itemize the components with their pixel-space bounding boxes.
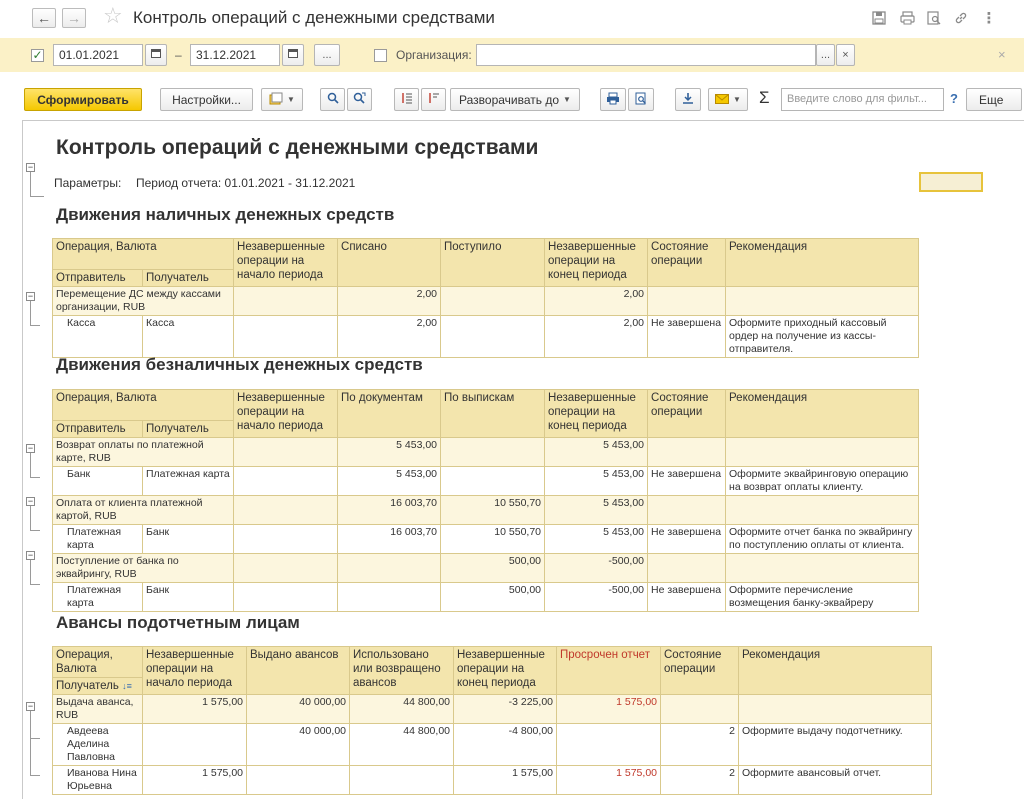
tree-line [30, 453, 31, 477]
cell-used: 44 800,00 [350, 724, 454, 766]
collapse-toggle-icon[interactable]: − [27, 291, 34, 301]
col-header-receiver: Получатель [143, 270, 234, 287]
cell-sender: Платежная карта [53, 525, 143, 554]
calendar-icon [288, 49, 298, 61]
preview-icon [635, 92, 647, 108]
cell-receiver: Платежная карта [143, 467, 234, 496]
cell-state: Не завершена [648, 583, 726, 612]
report-params-value: Период отчета: 01.01.2021 - 31.12.2021 [136, 176, 356, 190]
settings-button[interactable]: Настройки... [160, 88, 253, 111]
tree-line [30, 301, 31, 325]
expand-rows-icon [401, 92, 413, 107]
cell-end: -500,00 [545, 583, 648, 612]
cell-by-documents: 5 453,00 [338, 438, 441, 467]
cell-start: 1 575,00 [143, 766, 247, 795]
sum-icon[interactable]: Σ [759, 88, 770, 107]
tree-line [30, 560, 31, 584]
col-header-overdue: Просрочен отчет [557, 647, 661, 695]
col-header-unfinished-end: Незавершенные операции на конец периода [454, 647, 557, 695]
arrow-right-icon: → [67, 10, 81, 26]
variant-menu-button[interactable] [261, 88, 303, 111]
cell-start [143, 724, 247, 766]
cell-recommendation [726, 287, 919, 316]
table-row[interactable] [53, 438, 919, 467]
cell-receiver: Банк [143, 583, 234, 612]
cell-overdue [557, 724, 661, 766]
cell-recommendation: Оформите перечисление возмещения банку-эквайреру [726, 583, 919, 612]
cell-recommendation: Оформите приходный кассовый ордер на получение из кассы-отправителя. [726, 316, 919, 358]
cell-by-documents: 5 453,00 [338, 467, 441, 496]
period-select-button[interactable]: ... [314, 44, 340, 66]
cell-sender: Банк [53, 467, 143, 496]
cell-end: 2,00 [545, 316, 648, 358]
search-input[interactable]: Введите слово для фильт... [781, 88, 944, 111]
preview-icon[interactable] [925, 9, 943, 27]
cell-used: 44 800,00 [350, 695, 454, 724]
back-button[interactable] [32, 8, 56, 28]
cell-end: -500,00 [545, 554, 648, 583]
col-header-unfinished-end: Незавершенные операции на конец периода [545, 390, 648, 438]
chevron-down-icon: ▼ [287, 95, 295, 104]
cell-issued: 40 000,00 [247, 695, 350, 724]
more-button[interactable]: Еще [966, 88, 1022, 111]
organization-clear-button[interactable]: × [836, 44, 855, 66]
cell-start [234, 316, 338, 358]
date-to-field[interactable]: 31.12.2021 [190, 44, 280, 66]
organization-field[interactable] [476, 44, 816, 66]
cell-state: Не завершена [648, 525, 726, 554]
table-row[interactable] [53, 583, 919, 612]
report-frame-top [22, 120, 1024, 121]
col-header-by-documents: По документам [338, 390, 441, 438]
col-header-recommendation: Рекомендация [726, 239, 919, 287]
calendar-icon [151, 49, 161, 61]
cell-state: 2 [661, 766, 739, 795]
cell-debit: 2,00 [338, 287, 441, 316]
group-expand-button[interactable] [394, 88, 419, 111]
col-header-by-statements: По выпискам [441, 390, 545, 438]
col-header-unfinished-end: Незавершенные операции на конец периода [545, 239, 648, 287]
group-collapse-button[interactable] [421, 88, 446, 111]
table-row[interactable] [53, 724, 932, 766]
find-button[interactable] [320, 88, 345, 111]
more-vertical-icon[interactable]: ⋮ [981, 10, 997, 27]
envelope-icon [715, 93, 729, 107]
noncash-table [52, 389, 919, 612]
tree-line [30, 325, 40, 326]
col-header-issued: Выдано авансов [247, 647, 350, 695]
tree-line [30, 711, 31, 775]
cell-credit [441, 287, 545, 316]
cell-start: 1 575,00 [143, 695, 247, 724]
close-icon[interactable]: × [998, 47, 1006, 62]
cell-state [648, 554, 726, 583]
cell-state [661, 695, 739, 724]
col-header-sender: Отправитель [53, 270, 143, 287]
tree-line [30, 584, 40, 585]
col-header-unfinished-start: Незавершенные операции на начало периода [143, 647, 247, 695]
cell-state [648, 287, 726, 316]
advances-table [52, 646, 932, 795]
period-checkbox[interactable]: ✓ [32, 48, 43, 62]
generate-button[interactable]: Сформировать [24, 88, 142, 111]
download-icon [682, 92, 694, 107]
col-header-state: Состояние операции [661, 647, 739, 695]
cell-operation: Перемещение ДС между кассами организации, RUB [53, 287, 234, 316]
sort-icon[interactable]: ↓≡ [122, 681, 132, 691]
cell-state: 2 [661, 724, 739, 766]
cell-receiver: Иванова Нина Юрьевна [53, 766, 143, 795]
cell-start [234, 554, 338, 583]
cell-sender: Платежная карта [53, 583, 143, 612]
cell-start [234, 583, 338, 612]
cell-end: 2,00 [545, 287, 648, 316]
cell-start [234, 287, 338, 316]
cash-section-title: Движения наличных денежных средств [56, 205, 395, 224]
col-header-sender: Отправитель [53, 421, 143, 438]
chevron-down-icon: ▼ [563, 95, 571, 104]
date-dash: – [175, 48, 182, 62]
organization-checkbox[interactable] [374, 49, 387, 62]
date-from-field[interactable]: 01.01.2021 [53, 44, 143, 66]
organization-label: Организация: [396, 48, 472, 62]
cell-operation: Поступление от банка по эквайрингу, RUB [53, 554, 234, 583]
cell-end: 5 453,00 [545, 525, 648, 554]
cell-by-statements [441, 438, 545, 467]
tree-line [30, 530, 40, 531]
cell-by-statements: 500,00 [441, 554, 545, 583]
report-frame-left [22, 120, 23, 799]
favorite-star-icon[interactable]: ☆ [103, 3, 123, 28]
send-email-button[interactable] [708, 88, 748, 111]
cell-recommendation [726, 554, 919, 583]
cell-start [234, 438, 338, 467]
cell-by-statements: 10 550,70 [441, 496, 545, 525]
print-icon [606, 92, 620, 108]
tree-line [30, 738, 40, 739]
cell-used [350, 766, 454, 795]
date-from-calendar-button[interactable] [145, 44, 167, 66]
cell-debit: 2,00 [338, 316, 441, 358]
cash-table [52, 238, 919, 358]
col-header-receiver[interactable] [53, 678, 143, 695]
cell-end: 5 453,00 [545, 438, 648, 467]
cell-by-statements: 10 550,70 [441, 525, 545, 554]
cell-receiver: Авдеева Аделина Павловна [53, 724, 143, 766]
cell-state [648, 496, 726, 525]
collapse-toggle-icon[interactable]: − [27, 496, 34, 506]
receiver-label: Получатель [56, 680, 119, 692]
col-header-recommendation: Рекомендация [739, 647, 932, 695]
save-icon[interactable] [870, 9, 888, 27]
cell-operation: Возврат оплаты по платежной карте, RUB [53, 438, 234, 467]
collapse-toggle-icon[interactable]: − [27, 443, 34, 453]
cell-issued [247, 766, 350, 795]
cell-recommendation [726, 438, 919, 467]
cell-end: 5 453,00 [545, 467, 648, 496]
cell-recommendation [739, 695, 932, 724]
cell-start [234, 525, 338, 554]
cell-sender: Касса [53, 316, 143, 358]
table-row[interactable] [53, 554, 919, 583]
link-icon[interactable] [952, 9, 970, 27]
report-variant-icon [269, 92, 283, 108]
search-next-icon [353, 92, 366, 107]
window-title: Контроль операций с денежными средствами [133, 8, 495, 27]
chevron-down-icon: ▼ [733, 95, 741, 104]
col-header-operation: Операция, Валюта [53, 647, 143, 678]
expand-to-label: Разворачивать до [459, 92, 560, 107]
organization-select-button[interactable]: ... [816, 44, 835, 66]
collapse-rows-icon [428, 92, 440, 107]
cell-by-documents [338, 554, 441, 583]
collapse-toggle-icon[interactable]: − [27, 550, 34, 560]
cell-recommendation: Оформите отчет банка по эквайрингу по поступлению оплаты от клиента. [726, 525, 919, 554]
col-header-unfinished-start: Незавершенные операции на начало периода [234, 390, 338, 438]
cell-end: -3 225,00 [454, 695, 557, 724]
save-file-button[interactable] [675, 88, 701, 111]
col-header-operation: Операция, Валюта [53, 390, 234, 421]
collapse-toggle-icon[interactable]: − [27, 162, 34, 172]
table-row[interactable] [53, 525, 919, 554]
cell-by-statements: 500,00 [441, 583, 545, 612]
tree-line [30, 196, 44, 197]
cell-recommendation [726, 496, 919, 525]
col-header-state: Состояние операции [648, 390, 726, 438]
forward-button[interactable] [62, 8, 86, 28]
col-header-unfinished-start: Незавершенные операции на начало периода [234, 239, 338, 287]
col-header-receiver: Получатель [143, 421, 234, 438]
tree-line [30, 172, 31, 196]
cell-overdue: 1 575,00 [557, 766, 661, 795]
cell-state: Не завершена [648, 316, 726, 358]
table-row[interactable] [53, 316, 919, 358]
report-params-label: Параметры: [54, 176, 122, 190]
table-row[interactable] [53, 695, 932, 724]
help-icon[interactable]: ? [950, 91, 958, 106]
print-preview-button[interactable] [628, 88, 654, 111]
cell-recommendation: Оформите эквайринговую операцию на возврат оплаты клиенту. [726, 467, 919, 496]
cell-by-documents [338, 583, 441, 612]
table-row[interactable] [53, 496, 919, 525]
col-header-state: Состояние операции [648, 239, 726, 287]
collapse-toggle-icon[interactable]: − [27, 701, 34, 711]
col-header-recommendation: Рекомендация [726, 390, 919, 438]
arrow-left-icon: ← [37, 10, 51, 26]
cell-recommendation: Оформите авансовый отчет. [739, 766, 932, 795]
cell-end: 5 453,00 [545, 496, 648, 525]
date-to-calendar-button[interactable] [282, 44, 304, 66]
cell-by-documents: 16 003,70 [338, 496, 441, 525]
col-header-credit: Поступило [441, 239, 545, 287]
cell-end: -4 800,00 [454, 724, 557, 766]
tree-line [30, 775, 40, 776]
find-next-button[interactable] [347, 88, 372, 111]
col-header-used: Использовано или возвращено авансов [350, 647, 454, 695]
expand-to-button[interactable] [450, 88, 580, 111]
table-row[interactable] [53, 287, 919, 316]
tree-line [30, 506, 31, 530]
table-row[interactable] [53, 467, 919, 496]
cell-issued: 40 000,00 [247, 724, 350, 766]
print-button[interactable] [600, 88, 626, 111]
cell-receiver: Банк [143, 525, 234, 554]
report-title: Контроль операций с денежными средствами [56, 136, 539, 159]
cell-by-documents: 16 003,70 [338, 525, 441, 554]
cell-operation: Оплата от клиента платежной картой, RUB [53, 496, 234, 525]
col-header-debit: Списано [338, 239, 441, 287]
selected-cell[interactable] [919, 172, 983, 192]
cell-state [648, 438, 726, 467]
cell-overdue: 1 575,00 [557, 695, 661, 724]
cell-start [234, 467, 338, 496]
cell-by-statements [441, 467, 545, 496]
noncash-section-title: Движения безналичных денежных средств [56, 355, 423, 374]
col-header-operation: Операция, Валюта [53, 239, 234, 270]
cell-start [234, 496, 338, 525]
print-icon[interactable] [898, 9, 916, 27]
cell-end: 1 575,00 [454, 766, 557, 795]
cell-receiver: Касса [143, 316, 234, 358]
tree-line [30, 477, 40, 478]
cell-recommendation: Оформите выдачу подотчетнику. [739, 724, 932, 766]
cell-state: Не завершена [648, 467, 726, 496]
search-icon [327, 92, 339, 107]
cell-operation: Выдача аванса, RUB [53, 695, 143, 724]
table-row[interactable] [53, 766, 932, 795]
advances-section-title: Авансы подотчетным лицам [56, 613, 300, 632]
cell-credit [441, 316, 545, 358]
